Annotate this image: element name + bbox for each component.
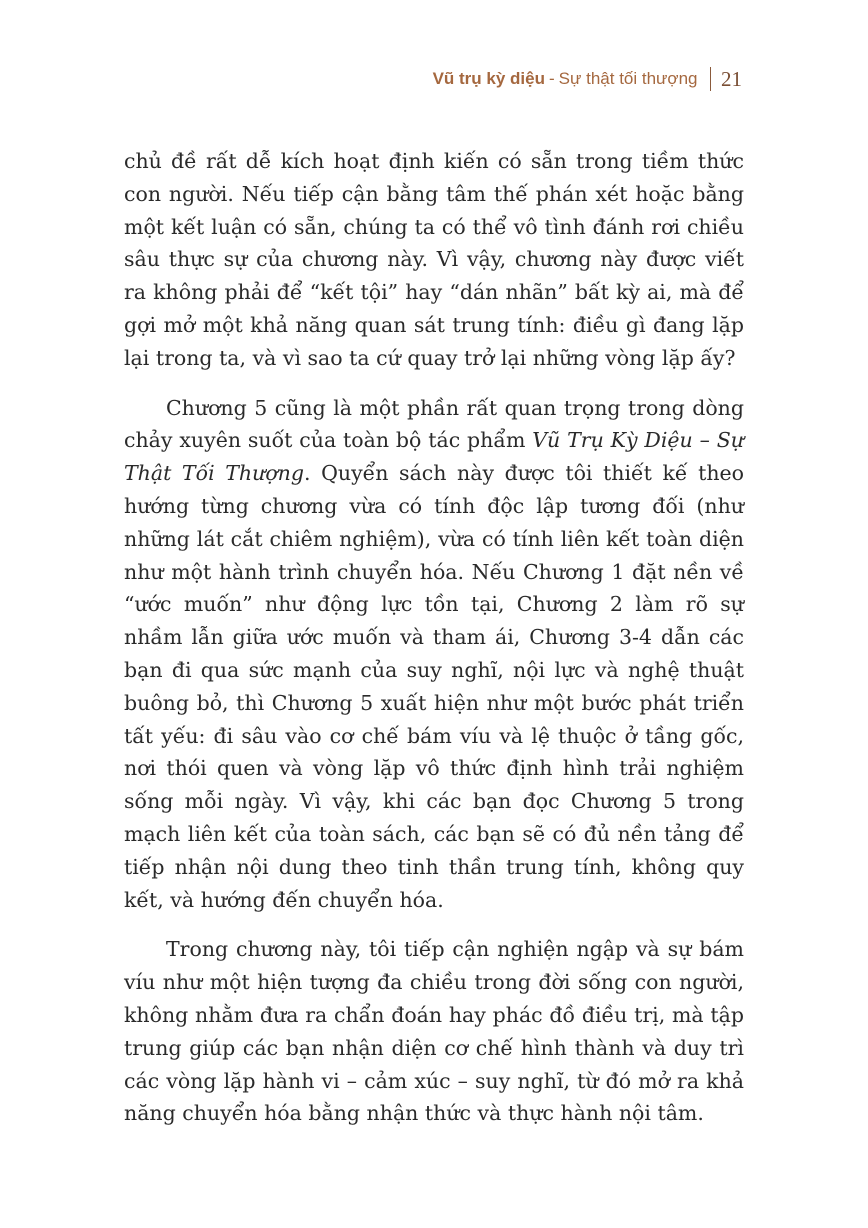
page-number: 21 [721, 66, 742, 91]
paragraph-3: Trong chương này, tôi tiếp cận nghiện ngập và sự bám víu như một hiện tượng đa chiều trong đời sống con người, không nhằm đưa ra chẩn đoán hay phác đồ điều trị, mà tập trung giúp các bạn nhận diện cơ chế hình thành và duy trì các vòng lặp hành vi – cảm xúc – suy nghĩ, từ đó mở ra khả năng chuyển hóa bằng nhận thức và thực hành nội tâm. [124, 937, 744, 1126]
header-title-separator: - [549, 69, 555, 88]
header-subtitle: Sự thật tối thượng [558, 69, 698, 88]
paragraph-2-text-before: Chương 5 cũng là một phần rất quan trọng trong dòng chảy xuyên suốt của toàn bộ tác phẩm [124, 395, 744, 453]
paragraph-1: chủ đề rất dễ kích hoạt định kiến có sẵn trong tiềm thức con người. Nếu tiếp cận bằng tâm thế phán xét hoặc bằng một kết luận có sẵn, chúng ta có thể vô tình đánh rơi chiều sâu thực sự của chương này. Vì vậy, chương này được viết ra không phải để “kết tội” hay “dán nhãn” bất kỳ ai, mà để gợi mở một khả năng quan sát trung tính: điều gì đang lặp lại trong ta, và vì sao ta cứ quay trở lại những vòng lặp ấy? [124, 149, 744, 370]
paragraph-2 [124, 392, 744, 917]
header-book-title: Vũ trụ kỳ diệu [432, 69, 545, 88]
header-divider [710, 67, 712, 91]
paragraph-2-text-after: . Quyển sách này được tôi thiết kế theo hướng từng chương vừa có tính độc lập tương đối (như những lát cắt chiêm nghiệm), vừa có tính liên kết toàn diện như một hành trình chuyển hóa. Nếu Chương 1 đặt nền về “ước muốn” như động lực tồn tại, Chương 2 làm rõ sự nhầm lẫn giữa ước muốn và tham ái, Chương 3-4 dẫn các bạn đi qua sức mạnh của suy nghĩ, nội lực và nghệ thuật buông bỏ, thì Chương 5 xuất hiện như một bước phát triển tất yếu: đi sâu vào cơ chế bám víu và lệ thuộc ở tầng gốc, nơi thói quen và vòng lặp vô thức định hình trải nghiệm sống mỗi ngày. Vì vậy, khi các bạn đọc Chương 5 trong mạch liên kết của toàn sách, các bạn sẽ có đủ nền tảng để tiếp nhận nội dung theo tinh thần trung tính, không quy kết, và hướng đến chuyển hóa. [124, 461, 744, 912]
book-title-italic: Vũ Trụ Kỳ Diệu – Sự Thật Tối Thượng [124, 428, 744, 486]
body-text [124, 145, 744, 1130]
running-header [433, 64, 742, 94]
